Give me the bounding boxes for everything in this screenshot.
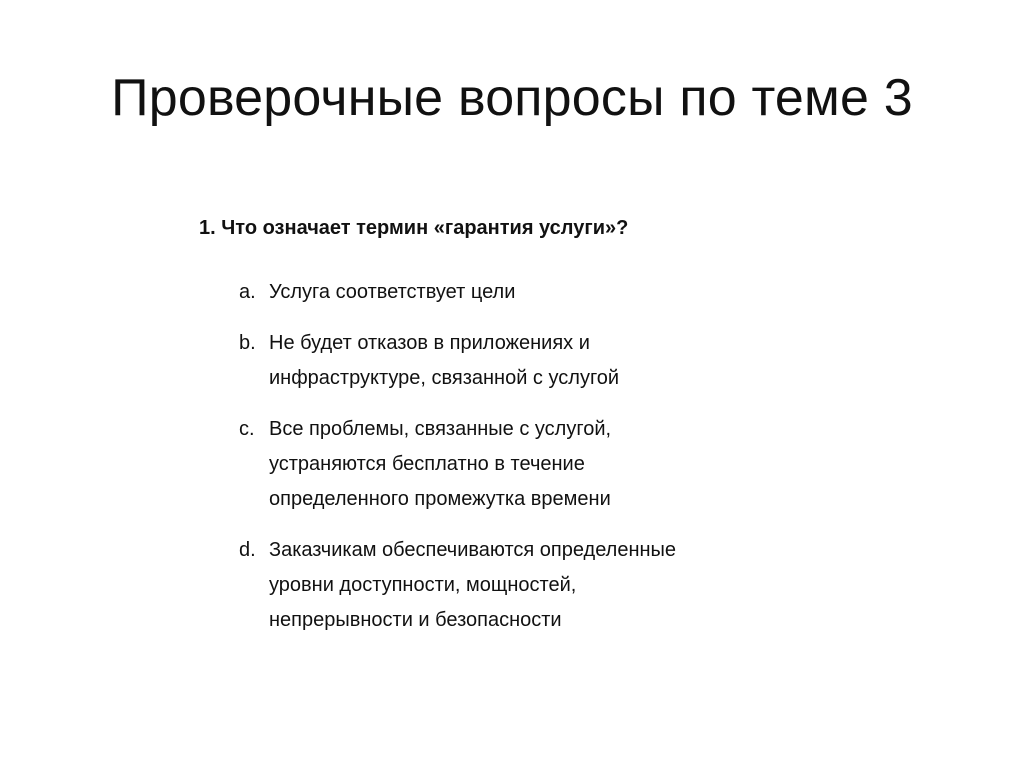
slide-title: Проверочные вопросы по теме 3 — [111, 69, 913, 127]
answer-option-a — [239, 275, 799, 310]
answer-option-a-text: Услуга соответствует цели — [269, 281, 516, 303]
answer-option-a-letter: a. — [239, 281, 256, 303]
answer-option-d-letter: d. — [239, 539, 256, 561]
answer-option-b-text: Не будет отказов в приложениях и инфраструктуре, связанной с услугой — [269, 332, 620, 389]
answer-option-b-letter: b. — [239, 332, 256, 354]
answer-options-list — [239, 275, 799, 654]
answer-option-c-letter: c. — [239, 418, 255, 440]
answer-option-c-text: Все проблемы, связанные с услугой, устраняются бесплатно в течение определенного промежутка времени — [269, 418, 612, 510]
answer-option-d-text: Заказчикам обеспечиваются определенные уровни доступности, мощностей, непрерывности и безопасности — [269, 539, 677, 631]
answer-option-c — [239, 412, 799, 517]
question-text: 1. Что означает термин «гарантия услуги»? — [199, 217, 629, 239]
answer-option-b — [239, 326, 799, 396]
answer-option-d — [239, 533, 799, 638]
